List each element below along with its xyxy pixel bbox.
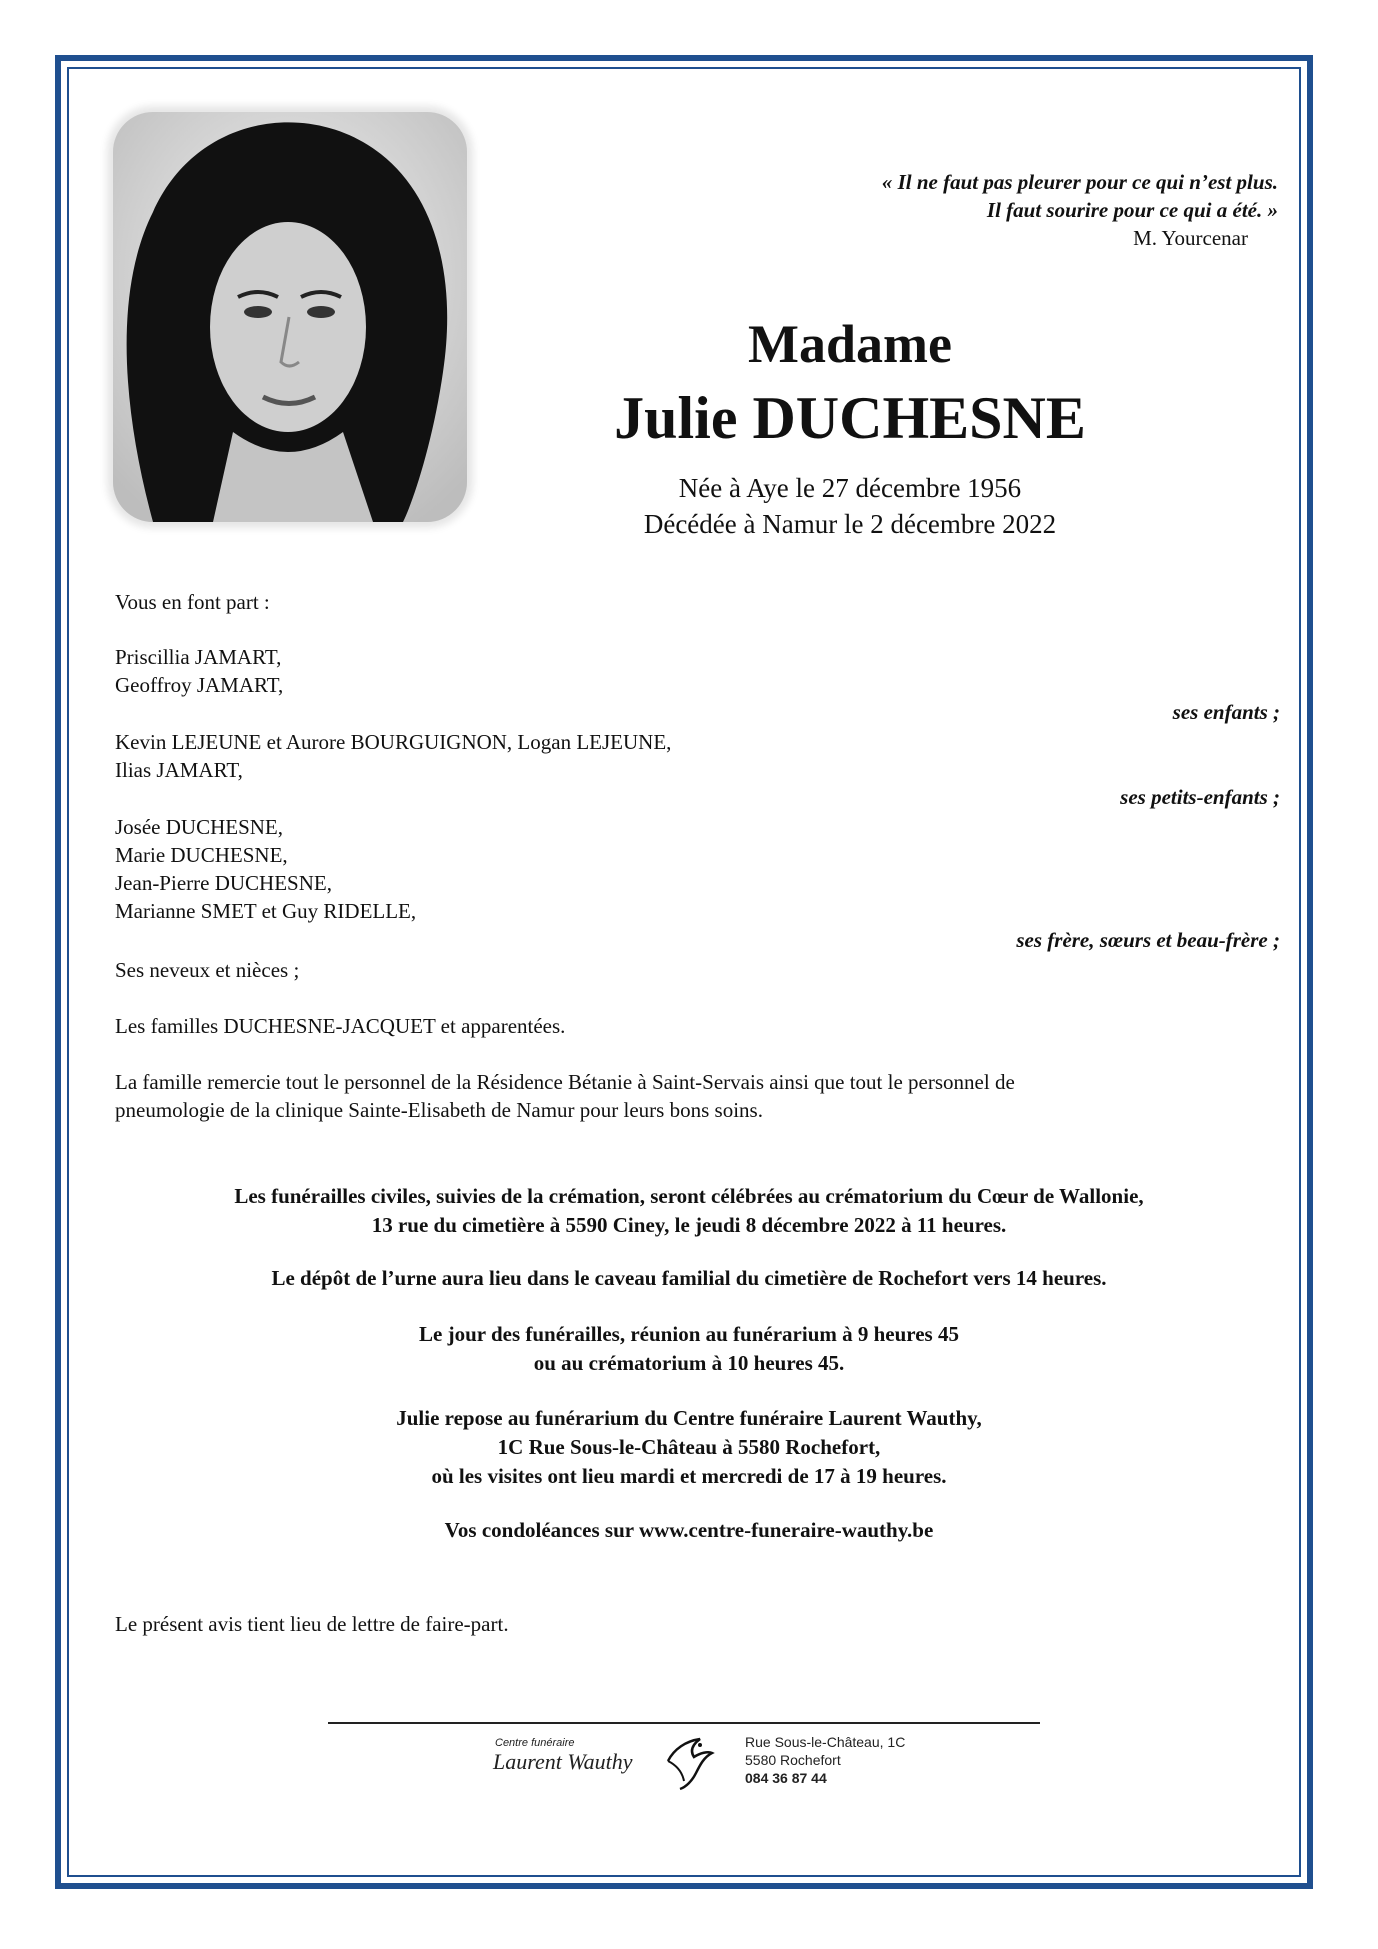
grandchildren-list	[115, 728, 1265, 784]
thanks-paragraph	[115, 1068, 1265, 1124]
list-item: Ilias JAMART,	[115, 758, 243, 782]
birth-line: Née à Aye le 27 décembre 1956	[678, 473, 1022, 503]
meeting-line: ou au crématorium à 10 heures 45.	[533, 1351, 845, 1375]
rest-line: 1C Rue Sous-le-Château à 5580 Rochefort,	[497, 1435, 881, 1459]
rest-line: où les visites ont lieu mardi et mercredi de 17 à 19 heures.	[431, 1464, 947, 1488]
dove-logo-icon	[660, 1731, 715, 1791]
children-list	[115, 643, 1265, 699]
meeting-info	[100, 1320, 1278, 1378]
portrait-photo	[113, 112, 467, 522]
list-item: Josée DUCHESNE,	[115, 815, 283, 839]
quote-line-1: « Il ne faut pas pleurer pour ce qui n’est plus.	[881, 170, 1278, 194]
ceremony-line: Les funérailles civiles, suivies de la crémation, seront célébrées au crématorium du Cœur de Wallonie,	[234, 1184, 1144, 1208]
ceremony-info	[100, 1182, 1278, 1240]
deceased-title: Madame	[748, 314, 952, 374]
quote-line-2: Il faut sourire pour ce qui a été. »	[986, 198, 1278, 222]
footer-contact	[745, 1733, 905, 1787]
deceased-dates	[560, 470, 1140, 542]
siblings-relation: ses frère, sœurs et beau-frère ;	[1016, 928, 1280, 952]
thanks-line: pneumologie de la clinique Sainte-Elisabeth de Namur pour leurs bons soins.	[115, 1098, 763, 1122]
closing-line: Le présent avis tient lieu de lettre de faire-part.	[115, 1612, 509, 1636]
funeral-home-logo	[490, 1727, 930, 1797]
condolences-info: Vos condoléances sur www.centre-funeraire-wauthy.be	[444, 1518, 934, 1542]
list-item: Marie DUCHESNE,	[115, 843, 288, 867]
grandchildren-relation: ses petits-enfants ;	[1120, 785, 1280, 809]
footer-address-2: 5580 Rochefort	[745, 1752, 841, 1768]
urn-info: Le dépôt de l’urne aura lieu dans le caveau familial du cimetière de Rochefort vers 14 heures.	[271, 1266, 1107, 1290]
siblings-list	[115, 813, 1265, 925]
epigraph	[882, 168, 1278, 252]
rest-line: Julie repose au funérarium du Centre funéraire Laurent Wauthy,	[396, 1406, 982, 1430]
death-line: Décédée à Namur le 2 décembre 2022	[643, 509, 1057, 539]
thanks-line: La famille remercie tout le personnel de la Résidence Bétanie à Saint-Servais ainsi que tout le personnel de	[115, 1070, 1015, 1094]
announce-line: Vous en font part :	[115, 590, 270, 614]
footer-address-1: Rue Sous-le-Château, 1C	[745, 1734, 906, 1750]
list-item: Geoffroy JAMART,	[115, 673, 284, 697]
nephews-line: Ses neveux et nièces ;	[115, 958, 300, 982]
list-item: Kevin LEJEUNE et Aurore BOURGUIGNON, Logan LEJEUNE,	[115, 730, 672, 754]
deceased-name: Julie DUCHESNE	[614, 385, 1086, 451]
quote-author: M. Yourcenar	[1133, 226, 1248, 250]
portrait-illustration	[113, 112, 467, 522]
rest-info	[100, 1404, 1278, 1491]
footer-rule	[328, 1722, 1040, 1724]
logo-script-text: Laurent Wauthy	[493, 1749, 633, 1774]
ceremony-line: 13 rue du cimetière à 5590 Ciney, le jeudi 8 décembre 2022 à 11 heures.	[371, 1213, 1007, 1237]
list-item: Marianne SMET et Guy RIDELLE,	[115, 899, 417, 923]
list-item: Jean-Pierre DUCHESNE,	[115, 871, 332, 895]
list-item: Priscillia JAMART,	[115, 645, 282, 669]
logo-small-text: Centre funéraire	[495, 1737, 575, 1749]
footer-phone: 084 36 87 44	[745, 1770, 827, 1786]
meeting-line: Le jour des funérailles, réunion au funérarium à 9 heures 45	[419, 1322, 959, 1346]
children-relation: ses enfants ;	[1172, 700, 1280, 724]
families-line: Les familles DUCHESNE-JACQUET et apparentées.	[115, 1014, 566, 1038]
